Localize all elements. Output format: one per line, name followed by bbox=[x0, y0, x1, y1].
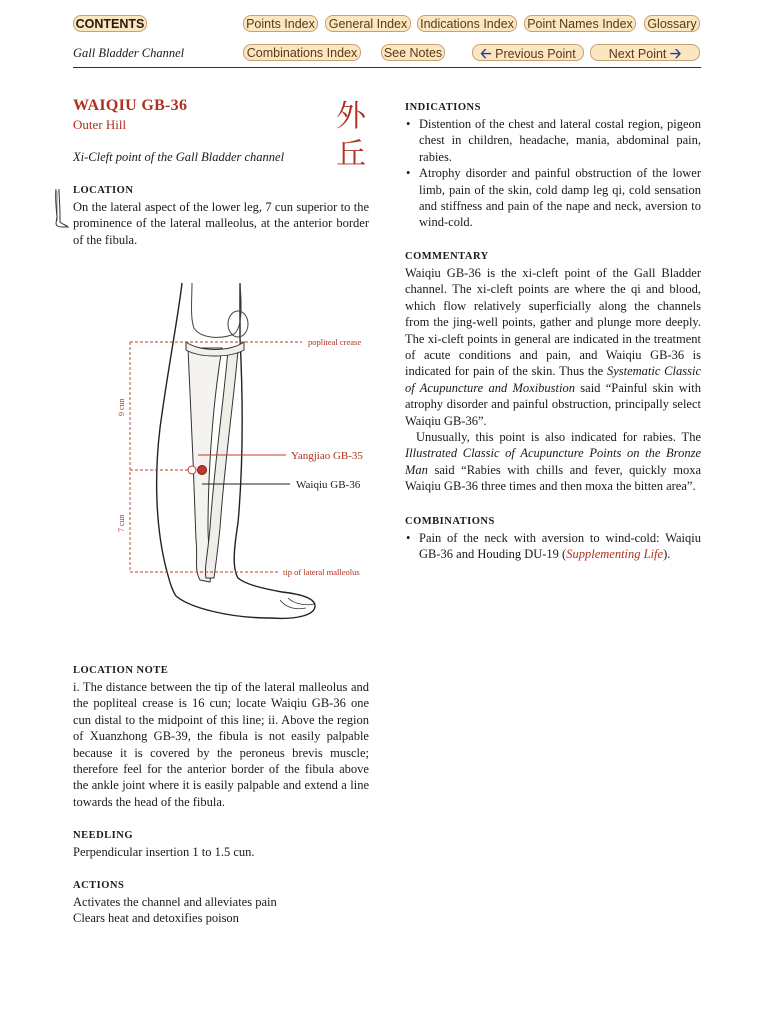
leg-thumbnail-icon[interactable] bbox=[50, 187, 70, 229]
action-item: Activates the channel and alleviates pain bbox=[73, 895, 277, 909]
commentary-text bbox=[405, 265, 701, 495]
point-title: WAIQIU GB-36 bbox=[73, 97, 188, 114]
point-names-index-button[interactable]: Point Names Index bbox=[524, 15, 636, 32]
label-popliteal-crease: popliteal crease bbox=[308, 337, 362, 347]
commentary-heading: COMMENTARY bbox=[405, 251, 489, 262]
label-malleolus: tip of lateral malleolus bbox=[283, 567, 360, 577]
next-point-label: Next Point bbox=[608, 47, 667, 61]
leg-illustration bbox=[110, 278, 380, 628]
channel-name: Gall Bladder Channel bbox=[73, 46, 185, 60]
header-divider bbox=[73, 67, 701, 68]
label-yangjiao: Yangjiao GB-35 bbox=[291, 450, 363, 462]
indication-item: • Distention of the chest and lateral costal region, pigeon chest in children, headache, mania, abdominal pain, rabies. bbox=[405, 116, 701, 165]
actions-list bbox=[73, 894, 369, 927]
label-waiqiu: Waiqiu GB-36 bbox=[296, 479, 361, 491]
previous-point-button[interactable] bbox=[472, 44, 584, 61]
location-note-text: i. The distance between the tip of the lateral malleolus and the popliteal crease is 16 cun; locate Waiqiu GB-36 one cun distal to the midpoint of this line; ii. Above the region of Xuanzhong GB-39, the fibula is not easily palpable because it is covered by the peroneus brevis muscle; therefore feel for the anterior border of the fibula above the ankle joint where it is easily palpable and extend a line towards the head of the fibula. bbox=[73, 680, 369, 809]
book-title: Illustrated Classic of Acupuncture Points on the Bronze Man bbox=[405, 446, 701, 477]
combinations-index-button[interactable]: Combinations Index bbox=[243, 44, 361, 61]
action-item: Clears heat and detoxifies poison bbox=[73, 911, 239, 926]
location-note-heading: LOCATION NOTE bbox=[73, 665, 169, 676]
point-category: Xi-Cleft point of the Gall Bladder channel bbox=[73, 150, 285, 164]
source-citation[interactable]: Supplementing Life bbox=[566, 547, 664, 562]
see-notes-button[interactable]: See Notes bbox=[381, 44, 445, 61]
glossary-button[interactable]: Glossary bbox=[644, 15, 700, 32]
general-index-button[interactable]: General Index bbox=[325, 15, 411, 32]
book-title: Systematic Classic of Acupuncture and Moxibustion bbox=[405, 364, 701, 395]
location-heading: LOCATION bbox=[73, 185, 134, 196]
commentary-paragraph-1: Waiqiu GB-36 is the xi-cleft point of the Gall Bladder channel. The xi-cleft points are where the qi and blood, which flow relatively superficially along the channels from the jing-well points, gather and plunge more deeply. The xi-cleft points in general are indicated in the treatment of acute conditions and pain, and Waiqiu GB-36 is indicated for pain of the skin. Thus the Systematic Classic of Acupuncture and Moxibustion said “Painful skin with atrophy disorder and painful obstruction, principally select Waiqiu GB-36”. bbox=[405, 266, 701, 428]
needling-text: Perpendicular insertion 1 to 1.5 cun. bbox=[73, 845, 255, 859]
combinations-heading: COMBINATIONS bbox=[405, 516, 495, 527]
point-english-name: Outer Hill bbox=[73, 117, 127, 132]
chinese-char-2: 丘 bbox=[336, 137, 366, 172]
combination-item: • Pain of the neck with aversion to wind-cold: Waiqiu GB-36 and Houding DU-19 (Supplementing Life). bbox=[405, 530, 701, 563]
indication-item: • Atrophy disorder and painful obstruction of the lower limb, pain of the skin, cold damp leg qi, cold sensation and stiffness and pain of the nape and neck, aversion to wind-cold. bbox=[405, 165, 701, 231]
label-9-cun: 9 cun bbox=[117, 398, 126, 416]
commentary-paragraph-2: Unusually, this point is also indicated for rabies. The Illustrated Classic of Acupuncture Points on the Bronze Man said “Rabies with chills and fever, quickly moxa Waiqiu GB-36 three times and then moxa the bitten area”. bbox=[405, 430, 701, 494]
right-arrow-icon: 🡢 bbox=[669, 45, 682, 61]
chinese-char-1: 外 bbox=[336, 99, 366, 134]
combinations-list bbox=[405, 530, 701, 563]
previous-point-label: Previous Point bbox=[495, 47, 576, 61]
indications-list bbox=[405, 116, 701, 231]
indications-heading: INDICATIONS bbox=[405, 102, 481, 113]
indications-index-button[interactable]: Indications Index bbox=[417, 15, 517, 32]
needling-heading: NEEDLING bbox=[73, 830, 134, 841]
left-arrow-icon: 🡠 bbox=[480, 45, 492, 61]
label-7-cun: 7 cun bbox=[117, 514, 126, 532]
points-index-button[interactable]: Points Index bbox=[243, 15, 318, 32]
actions-heading: ACTIONS bbox=[73, 880, 125, 891]
contents-button[interactable]: CONTENTS bbox=[73, 15, 147, 32]
location-text: On the lateral aspect of the lower leg, 7 cun superior to the prominence of the lateral malleolus, at the anterior border of the fibula. bbox=[73, 200, 369, 247]
next-point-button[interactable] bbox=[590, 44, 700, 61]
